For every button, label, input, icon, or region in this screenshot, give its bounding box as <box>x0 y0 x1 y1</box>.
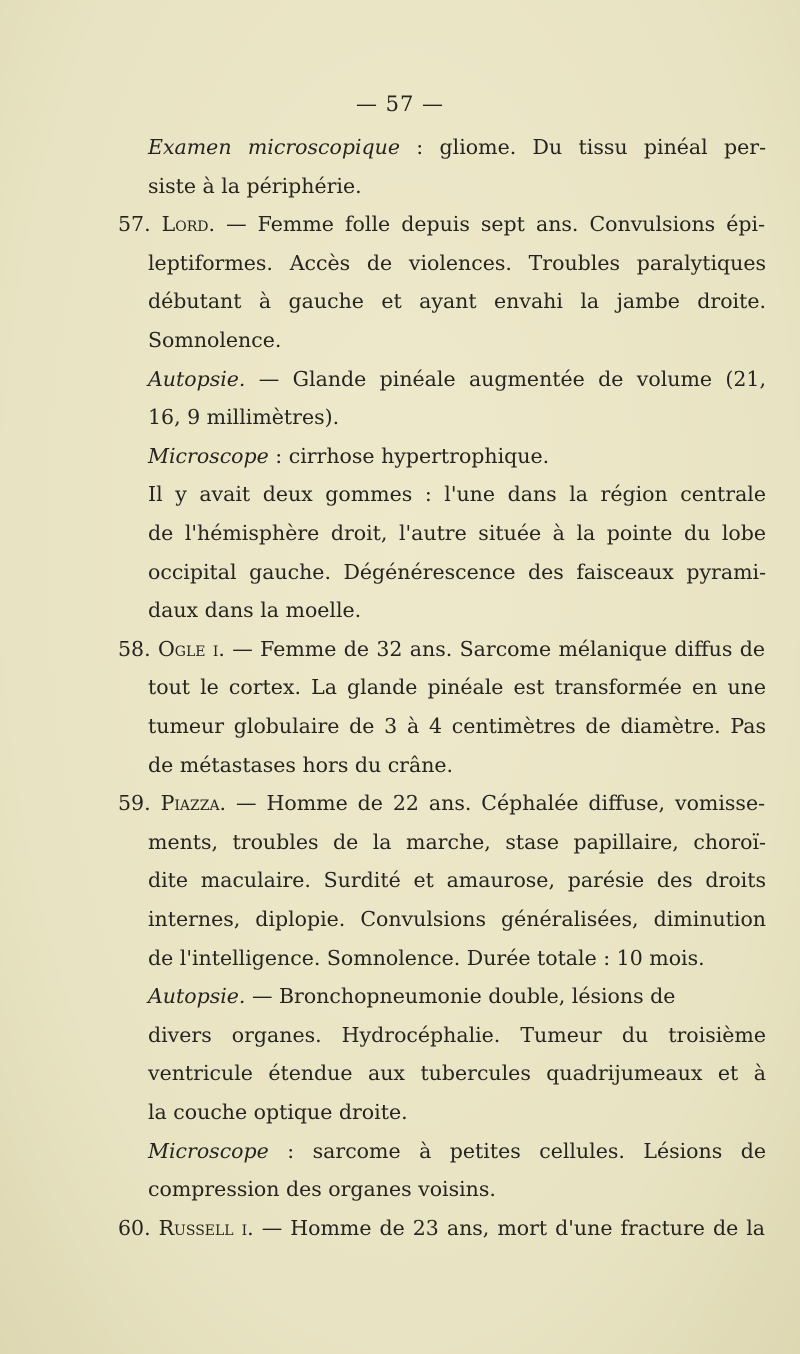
italic-run: Microscope <box>148 1138 269 1163</box>
text-line <box>118 205 765 244</box>
page-number: — 57 — <box>355 92 445 116</box>
text-run: Somnolence. <box>148 328 282 352</box>
author-name: Lord. <box>161 212 216 237</box>
text-line <box>148 1170 496 1209</box>
text-line <box>148 861 766 900</box>
text-run: — Homme de 23 ans, mort d'une fracture de la <box>253 1215 766 1240</box>
text-run: Il y avait deux gommes : l'une dans la région centrale <box>148 482 766 507</box>
italic-run: Autopsie. <box>148 984 246 1009</box>
text-run: leptiformes. Accès de violences. Troubles paralytiques <box>148 250 766 275</box>
text-run: : cirrhose hypertrophique. <box>268 443 550 468</box>
text-run: divers organes. Hydrocéphalie. Tumeur du troisième <box>148 1022 766 1047</box>
text-line <box>148 437 549 476</box>
text-line <box>148 1093 408 1132</box>
text-run: de métastases hors du crâne. <box>148 752 454 777</box>
italic-run: Examen microscopique <box>148 135 400 159</box>
text-line <box>148 128 766 167</box>
text-run: occipital gauche. Dégénérescence des faisceaux pyrami- <box>148 559 766 584</box>
text-line <box>148 746 453 785</box>
text-run: 59. <box>118 791 161 816</box>
text-run: — Femme folle depuis sept ans. Convulsions épi- <box>215 212 765 237</box>
text-line <box>148 244 766 283</box>
text-run: ments, troubles de la marche, stase papillaire, choroï- <box>148 829 766 854</box>
text-run: : sarcome à petites cellules. Lésions de <box>268 1138 766 1163</box>
text-run: 57. <box>118 212 162 237</box>
text-run: dite maculaire. Surdité et amaurose, parésie des droits <box>148 868 766 893</box>
text-line <box>118 784 765 823</box>
text-line <box>148 282 766 321</box>
italic-run: Autopsie. <box>148 366 246 391</box>
text-run: débutant à gauche et ayant envahi la jambe droite. <box>148 289 766 314</box>
text-run: — Bronchopneumonie double, lésions de <box>245 984 676 1009</box>
text-run: de l'hémisphère droit, l'autre située à la pointe du lobe <box>148 521 766 545</box>
text-run: — Femme de 32 ans. Sarcome mélanique diffus de <box>224 636 765 661</box>
text-line <box>148 823 766 862</box>
text-run: ventricule étendue aux tubercules quadrijumeaux et à <box>148 1061 766 1086</box>
text-run: compression des organes voisins. <box>148 1177 496 1202</box>
text-line <box>148 475 766 514</box>
text-line <box>148 900 766 939</box>
author-name: Ogle i. <box>157 636 225 661</box>
italic-run: Microscope <box>148 443 269 468</box>
text-run: 58. <box>118 636 158 661</box>
author-name: Piazza. <box>160 791 227 816</box>
text-run: 16, 9 millimètres). <box>148 405 340 430</box>
text-line <box>148 591 361 630</box>
text-line <box>148 553 766 592</box>
text-line <box>148 707 766 746</box>
text-line <box>148 939 705 978</box>
text-run: tumeur globulaire de 3 à 4 centimètres de diamètre. Pas <box>148 714 766 738</box>
text-run: daux dans la moelle. <box>148 598 362 623</box>
text-run: internes, diplopie. Convulsions généralisées, diminution <box>148 907 766 931</box>
text-line <box>118 1209 765 1248</box>
author-name: Russell i. <box>158 1215 254 1240</box>
text-line <box>148 1132 766 1171</box>
text-run: 60. <box>118 1215 159 1240</box>
text-line <box>148 1016 766 1055</box>
text-run: — Homme de 22 ans. Céphalée diffuse, vomisse- <box>226 791 766 816</box>
text-line <box>148 514 766 553</box>
text-line <box>148 398 339 437</box>
text-run: : gliome. Du tissu pinéal per- <box>399 135 767 159</box>
text-line <box>148 977 675 1016</box>
text-run: siste à la périphérie. <box>148 173 362 198</box>
text-run: tout le cortex. La glande pinéale est transformée en une <box>148 675 766 700</box>
text-run: — Glande pinéale augmentée de volume (21, <box>245 366 766 391</box>
text-line <box>148 668 766 707</box>
text-line <box>148 321 281 360</box>
text-run: de l'intelligence. Somnolence. Durée totale : 10 mois. <box>148 945 705 970</box>
text-line <box>118 630 765 669</box>
text-run: la couche optique droite. <box>148 1100 408 1124</box>
text-line <box>148 1054 766 1093</box>
text-line <box>148 360 766 399</box>
text-line <box>148 167 362 206</box>
